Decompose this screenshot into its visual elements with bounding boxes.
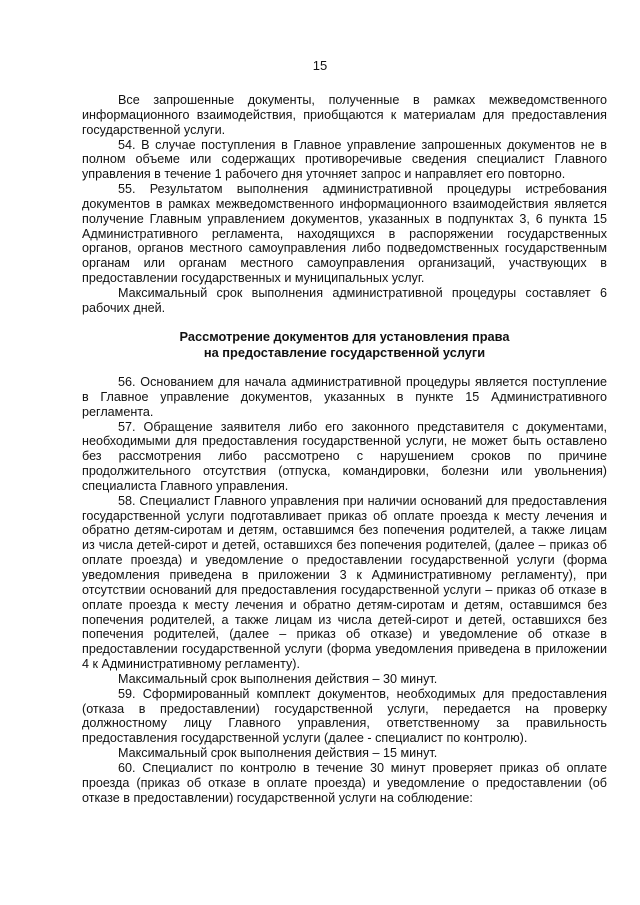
paragraph-58: 58. Специалист Главного управления при наличии оснований для предоставления государственной услуги подготавливает приказ об оплате проезда к месту лечения и обратно детям-сиротам и детям, оставшимся без попечения родителей, а также лицам из числа детей-сирот и детей, оставшихся без попечения родителей, (далее – приказ об оплате проезда) и уведомление о предоставлении государственной услуги (форма уведомления приведена в приложении 3 к Административному регламенту), при отсутствии оснований для предоставления государственной услуги – приказ об отказе в оплате проезда к месту лечения и обратно детям-сиротам и детям, оставшимся без попечения родителей, а также лицам из числа детей-сирот и детей, оставшихся без попечения родителей, (далее – приказ об отказе) и уведомление об отказе в предоставлении государственной услуги (форма уведомления приведена в приложении 4 к Административному регламенту). [82,493,607,672]
section-heading-line-1: Рассмотрение документов для установления права [179,329,510,344]
paragraph-requested-documents: Все запрошенные документы, полученные в рамках межведомственного информационного взаимодействия, приобщаются к материалам для предоставления государственной услуги. [82,93,607,137]
paragraph-60: 60. Специалист по контролю в течение 30 минут проверяет приказ об оплате проезда (приказ об отказе в оплате проезда) и уведомление о предоставлении (об отказе в предоставлении) государственной услуги на соблюдение: [82,760,607,805]
section-paragraphs-after-heading [82,375,607,805]
paragraph-max-term-30-min: Максимальный срок выполнения действия – 30 минут. [118,671,438,686]
paragraph-57: 57. Обращение заявителя либо его законного представителя с документами, необходимыми для предоставления государственной услуги, не может быть оставлено без рассмотрения либо рассмотрено с нарушением сроков по причине продолжительного отсутствия (отпуска, командировки, болезни или увольнения) специалиста Главного управления. [82,419,607,493]
section-heading [82,329,607,360]
paragraph-max-term-6-days: Максимальный срок выполнения административной процедуры составляет 6 рабочих дней. [82,285,607,315]
paragraph-55: 55. Результатом выполнения административной процедуры истребования документов в рамках межведомственного информационного взаимодействия является получение Главным управлением документов, указанных в подпунктах 3, 6 пункта 15 Административного регламента, находящихся в распоряжении государственных органов, органов местного самоуправления либо подведомственных государственным органам или органам местного самоуправления организаций, участвующих в предоставлении государственных и муниципальных услуг. [82,182,607,286]
section-heading-line-2: на предоставление государственной услуги [203,344,486,360]
paragraph-59: 59. Сформированный комплект документов, необходимых для предоставления (отказа в предоставлении) государственной услуги, передается на проверку должностному лицу Главного управления, ответственному за правильность предоставления государственной услуги (далее - специалист по контролю). [82,686,607,746]
page-number: 15 [312,58,328,73]
paragraph-54: 54. В случае поступления в Главное управление запрошенных документов не в полном объеме или содержащих противоречивые сведения специалист Главного управления в течение 1 рабочего дня уточняет запрос и направляет его повторно. [82,137,607,182]
section-paragraphs-before-heading [82,93,607,316]
paragraph-56: 56. Основанием для начала административной процедуры является поступление в Главное управление документов, указанных в пункте 15 Административного регламента. [82,375,607,419]
paragraph-max-term-15-min: Максимальный срок выполнения действия – 15 минут. [118,746,438,761]
